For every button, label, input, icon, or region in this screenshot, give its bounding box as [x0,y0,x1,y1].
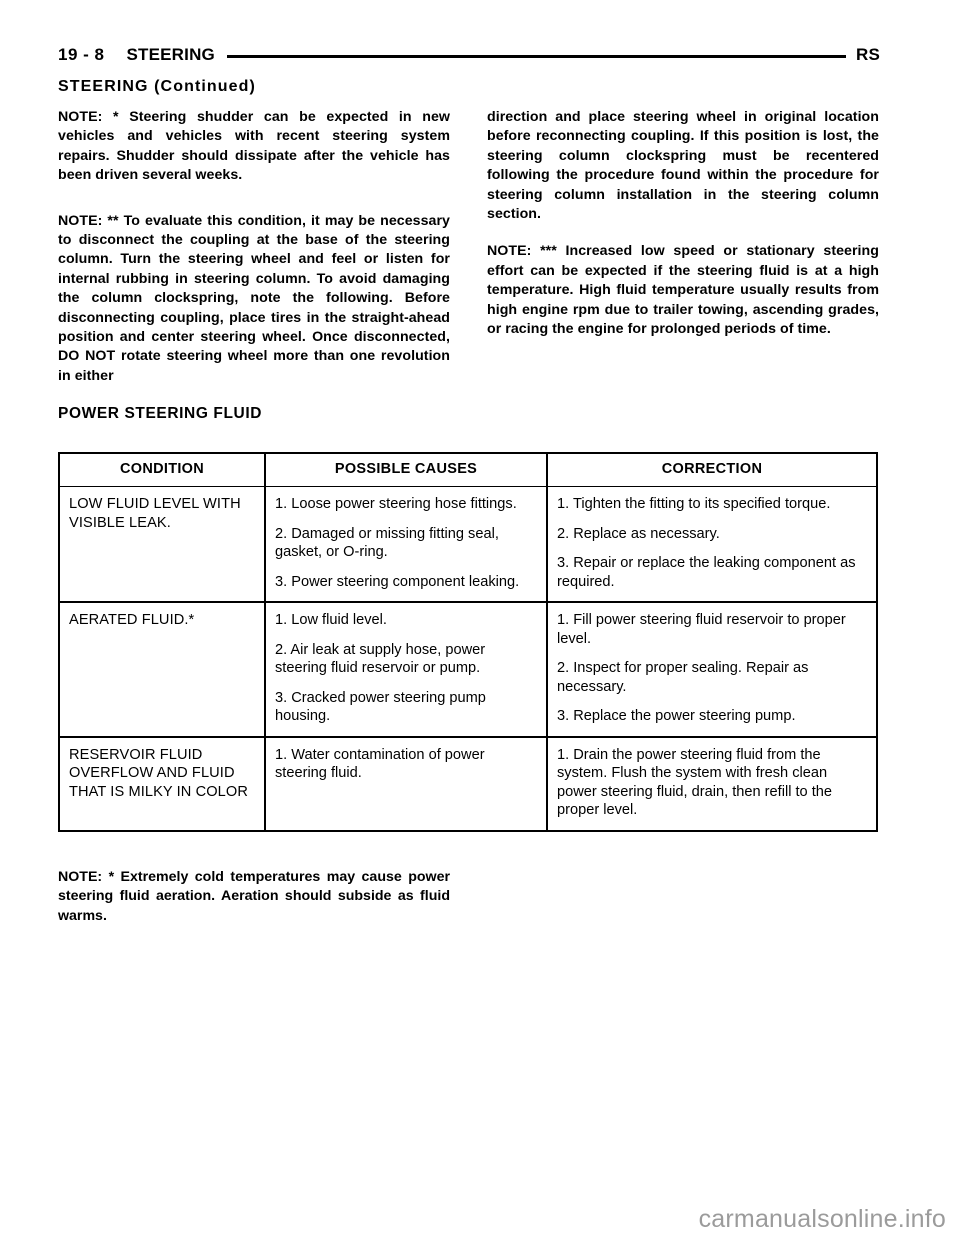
cell-condition [59,602,265,737]
cell-correction [547,602,877,737]
cause-item: 3. Power steering component leaking. [275,573,520,590]
page-number: 19 - 8 [58,45,105,64]
correction-item: 3. Repair or replace the leaking component as required. [557,555,856,590]
correction-item: 1. Drain the power steering fluid from the system. Flush the system with fresh clean power steering fluid, drain, then refill to the proper level. [557,746,833,818]
section-heading-power-steering-fluid: POWER STEERING FLUID [58,405,263,422]
cause-item: 3. Cracked power steering pump housing. [275,689,486,724]
cell-condition [59,737,265,831]
causes-list [275,746,537,783]
correction-item: 2. Inspect for proper sealing. Repair as necessary. [557,660,809,695]
condition-line: LOW FLUID LEVEL WITH [69,496,241,512]
table-row [59,737,877,831]
right-paragraph-2: NOTE: *** Increased low speed or stationary steering effort can be expected if the steering fluid is at a high temperature. High fluid temperature usually results from high engine rpm due to trailer towing, ascending grades, or racing the engine for prolonged periods of time. [487,243,879,338]
footnote-note: NOTE: * Extremely cold temperatures may cause power steering fluid aeration. Aeration should subside as fluid warms. [58,869,450,924]
cell-possible-causes [265,487,547,603]
diagnosis-table-container [58,452,876,832]
table-header [59,453,877,487]
running-header [58,42,880,68]
left-paragraph-2: NOTE: ** To evaluate this condition, it may be necessary to disconnect the coupling at the base of the steering column. Turn the steering wheel and feel or listen for internal rubbing in steering column. To avoid damaging the column clockspring, note the following. Before disconnecting coupling, place tires in the straight-ahead position and center steering wheel. Once disconnected, DO NOT rotate steering wheel more than one revolution in either [58,212,450,384]
correction-item: 1. Tighten the fitting to its specified torque. [557,496,831,512]
cell-correction [547,737,877,831]
watermark: carmanualsonline.info [698,1205,946,1233]
condition-line: RESERVOIR FLUID [69,746,203,763]
column-header-correction: CORRECTION [547,453,877,487]
column-header-condition: CONDITION [59,453,265,487]
condition-line: VISIBLE LEAK. [69,514,171,531]
table-row [59,602,877,737]
header-section-title: STEERING [126,45,215,64]
table-row [59,487,877,603]
causes-list [275,495,537,591]
diagnosis-table [58,452,878,832]
condition-line: THAT IS MILKY IN COLOR [69,783,248,800]
continued-heading: STEERING (Continued) [58,78,256,95]
right-paragraph-1: direction and place steering wheel in original location before reconnecting coupling. If this position is lost, the steering column clockspring must be recentered following the procedure found within the procedure for steering column installation in the steering column section. [487,109,879,223]
condition-line: AERATED FLUID.* [69,612,195,628]
cell-condition [59,487,265,603]
body-left-column [58,108,450,386]
corrections-list [557,611,867,726]
column-header-possible-causes: POSSIBLE CAUSES [265,453,547,487]
cell-possible-causes [265,602,547,737]
corrections-list [557,746,867,820]
table-body [59,487,877,831]
corrections-list [557,495,867,591]
cause-item: 2. Air leak at supply hose, power steering fluid reservoir or pump. [275,641,486,676]
cause-item: 1. Low fluid level. [275,612,387,628]
body-right-column [487,108,879,339]
correction-item: 2. Replace as necessary. [557,525,720,542]
table-header-row [59,453,877,487]
manual-code: RS [855,45,880,64]
cause-item: 1. Loose power steering hose fittings. [275,496,517,512]
cause-item: 2. Damaged or missing fitting seal, gasket, or O-ring. [275,525,499,560]
cause-item: 1. Water contamination of power steering fluid. [275,746,485,781]
cell-correction [547,487,877,603]
header-rule [227,55,846,58]
left-paragraph-1: NOTE: * Steering shudder can be expected in new vehicles and vehicles with recent steering system repairs. Shudder should dissipate after the vehicle has been driven several weeks. [58,109,450,184]
condition-line: OVERFLOW AND FLUID [69,765,235,781]
cell-possible-causes [265,737,547,831]
causes-list [275,611,537,726]
correction-item: 1. Fill power steering fluid reservoir to proper level. [557,612,846,647]
correction-item: 3. Replace the power steering pump. [557,708,796,724]
